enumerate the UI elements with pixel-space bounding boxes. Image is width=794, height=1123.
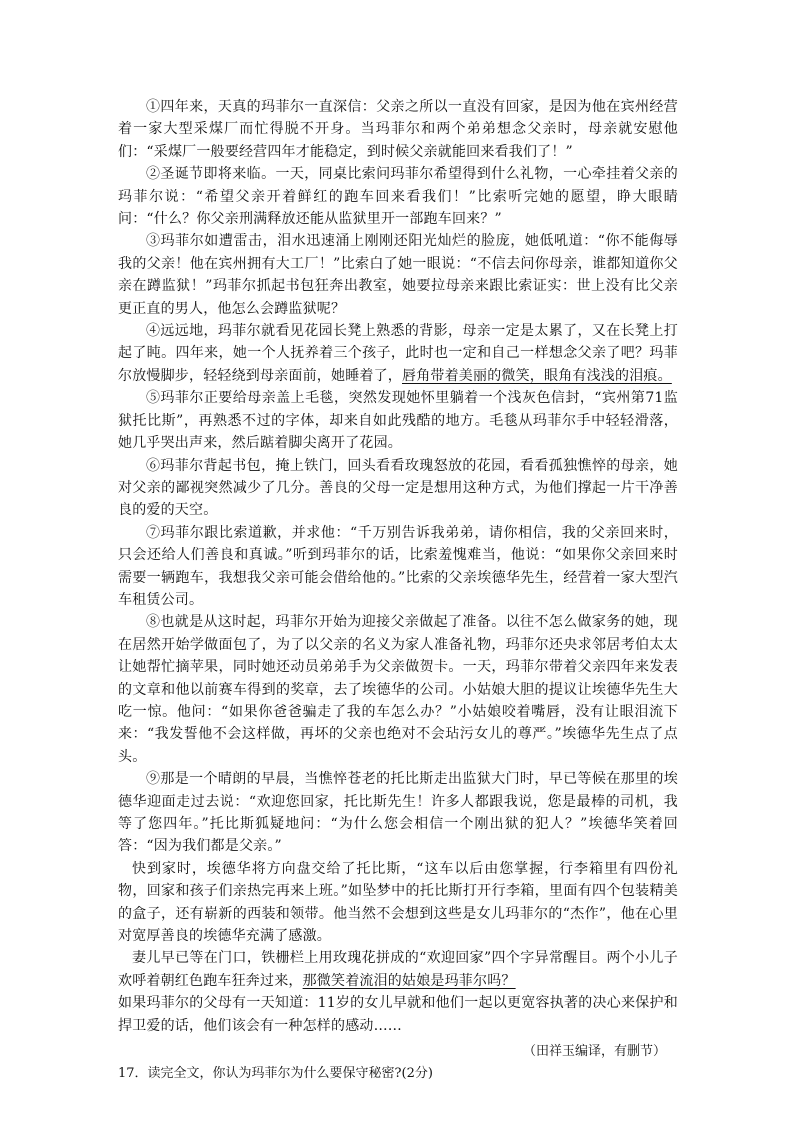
document-page — [118, 96, 678, 1085]
paragraph-p12 — [118, 992, 678, 1037]
paragraph-text: ④远远地，玛菲尔就看见花园长凳上熟悉的背影，母亲一定是太累了，又在长凳上打起了盹。四年来，她一个人抚养着三个孩子，此时也一定和自己一样想念父亲了吧？玛菲尔放慢脚步，轻轻绕到母亲面前，她睡着了， — [118, 323, 678, 384]
paragraph-text: ⑧也就是从这时起，玛菲尔开始为迎接父亲做起了准备。以往不怎么做家务的她，现在居然开始学做面包了，为了以父亲的名义为家人准备礼物，玛菲尔还央求邻居考伯太太让她帮忙摘苹果，同时她还动员弟弟手为父亲做贺卡。一天，玛菲尔带着父亲四年来发表的文章和他以前赛车得到的奖章，去了埃德华的公司。小姑娘大胆的提议让埃德华先生大吃一惊。他问：“如果你爸爸骗走了我的车怎么办？”小姑娘咬着嘴唇，没有让眼泪流下来：“我发誓他不会这样做，再坏的父亲也绝对不会玷污女儿的尊严。”埃德华先生点了点头。 — [118, 614, 678, 765]
paragraph-text: ⑤玛菲尔正要给母亲盖上毛毯，突然发现她怀里躺着一个浅灰色信封，“宾州第71监狱托比斯”，再熟悉不过的字体，却来自如此残酷的地方。毛毯从玛菲尔手中轻轻滑落，她几乎哭出声来，然后踮着脚尖离开了花园。 — [118, 390, 678, 452]
underlined-sentence: 那微笑着流泪的姑娘是玛菲尔吗？ — [302, 972, 516, 989]
article-body — [118, 96, 678, 1037]
paragraph-p10 — [118, 858, 678, 948]
paragraph-p2 — [118, 163, 678, 230]
paragraph-text: 如果玛菲尔的父母有一天知道：11岁的女儿早就和他们一起以更宽容执著的决心来保护和捍卫爱的话，他们该会有一种怎样的感动…… — [118, 995, 678, 1034]
paragraph-text: ②圣诞节即将来临。一天，同桌比索问玛菲尔希望得到什么礼物，一心牵挂着父亲的玛菲尔说：“希望父亲开着鲜红的跑车回来看我们！”比索听完她的愿望，睁大眼睛问：“什么？你父亲刑满释放还能从监狱里开一部跑车回来？” — [118, 166, 678, 228]
paragraph-text: ①四年来，天真的玛菲尔一直深信：父亲之所以一直没有回家，是因为他在宾州经营着一家大型采煤厂而忙得脱不开身。当玛菲尔和两个弟弟想念父亲时，母亲就安慰他们：“采煤厂一般要经营四年才能稳定，到时候父亲就能回来看我们了！” — [118, 99, 678, 160]
paragraph-p5 — [118, 387, 678, 454]
paragraph-p4 — [118, 320, 678, 387]
paragraph-p1 — [118, 96, 678, 163]
paragraph-p8 — [118, 611, 678, 768]
paragraph-text: 妻儿早已等在门口，铁栅栏上用玫瑰花拼成的“欢迎回家”四个字异常醒目。两个小儿子欢呼着朝红色跑车狂奔过来， — [118, 950, 678, 989]
underlined-sentence: 唇角带着美丽的微笑，眼角有浅浅的泪痕。 — [402, 367, 672, 384]
paragraph-text: ③玛菲尔如遭雷击，泪水迅速涌上刚刚还阳光灿烂的脸庞，她低吼道：“你不能侮辱我的父亲！他在宾州拥有大工厂！”比索白了她一眼说：“不信去问你母亲，谁都知道你父亲在蹲监狱！”玛菲尔抓起书包狂奔出教室，她要拉母亲来跟比索证实：世上没有比父亲更正直的男人，他怎么会蹲监狱呢？ — [118, 233, 678, 317]
paragraph-p3 — [118, 230, 678, 320]
paragraph-text: ⑨那是一个晴朗的早晨，当憔悴苍老的托比斯走出监狱大门时，早已等候在那里的埃德华迎面走过去说：“欢迎您回家，托比斯先生！许多人都跟我说，您是最棒的司机，我等了您四年。”托比斯狐疑地问：“为什么您会相信一个刚出狱的犯人？”埃德华笑着回答：“因为我们都是父亲。” — [118, 771, 678, 855]
paragraph-text: ⑦玛菲尔跟比索道歉，并求他：“千万别告诉我弟弟，请你相信，我的父亲回来时，只会还给人们善良和真诚。”听到玛菲尔的话，比索羞愧难当，他说：“如果你父亲回来时需要一辆跑车，我想我父亲可能会借给他的。”比索的父亲埃德华先生，经营着一家大型汽车租赁公司。 — [118, 524, 678, 608]
paragraph-text: 快到家时，埃德华将方向盘交给了托比斯，“这车以后由您掌握，行李箱里有四份礼物，回家和孩子们亲热完再来上班。”如坠梦中的托比斯打开行李箱，里面有四个包装精美的盒子，还有崭新的西装和领带。他当然不会想到这些是女儿玛菲尔的“杰作”，他在心里对宽厚善良的埃德华充满了感激。 — [118, 860, 678, 945]
source-attribution: （田祥玉编译，有删节） — [522, 1044, 666, 1060]
paragraph-p9 — [118, 768, 678, 858]
paragraph-p7 — [118, 522, 678, 612]
question-17: 17．读完全文，你认为玛菲尔为什么要保守秘密?(2分) — [118, 1066, 433, 1082]
paragraph-p6 — [118, 455, 678, 522]
paragraph-text: ⑥玛菲尔背起书包，掩上铁门，回头看看玫瑰怒放的花园，看看孤独憔悴的母亲，她对父亲的鄙视突然减少了几分。善良的父母一定是想用这种方式，为他们撑起一片干净善良的爱的天空。 — [118, 457, 678, 519]
paragraph-p11 — [118, 947, 678, 992]
